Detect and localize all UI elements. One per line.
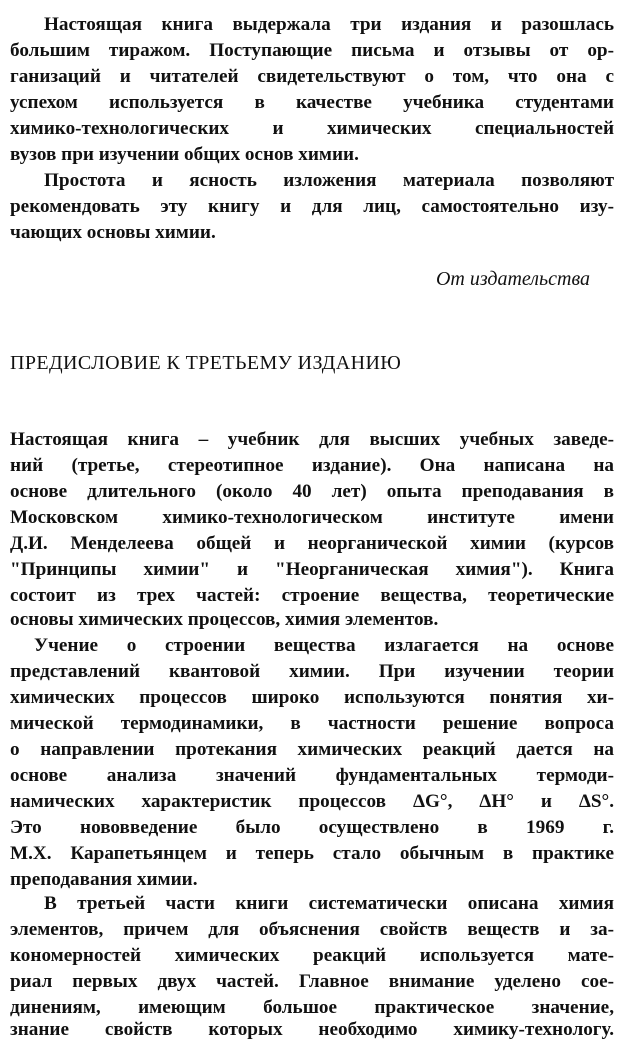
intro-line: ганизаций и читателей свидетельствуют о том, что она с: [10, 66, 614, 87]
preface-line: элементов, причем для объяснения свойств веществ и за-: [10, 919, 614, 940]
preface-line: Настоящая книга – учебник для высших учебных заведе-: [10, 429, 614, 450]
preface-line: преподавания химии.: [10, 869, 198, 890]
intro-line: вузов при изучении общих основ химии.: [10, 144, 359, 165]
publisher-signature: От издательства: [435, 268, 590, 290]
preface-line: состоит из трех частей: строение вещества, теоретические: [10, 585, 614, 606]
preface-line: М.Х. Карапетьянцем и теперь стало обычным в практике: [10, 843, 614, 864]
preface-line: знание свойств которых необходимо химику-технологу.: [10, 1019, 614, 1040]
preface-line: химических процессов широко используются понятия хи-: [10, 687, 614, 708]
intro-line: рекомендовать эту книгу и для лиц, самостоятельно изу-: [10, 196, 614, 217]
preface-line: динениям, имеющим большое практическое значение,: [10, 997, 614, 1018]
preface-line: представлений квантовой химии. При изучении теории: [10, 661, 614, 682]
preface-line: Московском химико-технологическом институте имени: [10, 507, 614, 528]
preface-line: мической термодинамики, в частности решение вопроса: [10, 713, 614, 734]
intro-line: большим тиражом. Поступающие письма и отзывы от ор-: [10, 40, 614, 61]
preface-line: основы химических процессов, химия элементов.: [10, 609, 439, 630]
preface-line: ний (третье, стереотипное издание). Она написана на: [10, 455, 614, 476]
preface-line: основе анализа значений фундаментальных термоди-: [10, 765, 614, 786]
preface-line: риал первых двух частей. Главное внимание уделено сое-: [10, 971, 614, 992]
preface-line: Учение о строении вещества излагается на основе: [34, 635, 614, 656]
preface-line: "Принципы химии" и "Неорганическая химия"). Книга: [10, 559, 614, 580]
preface-line: Д.И. Менделеева общей и неорганической химии (курсов: [10, 533, 614, 554]
intro-line: Простота и ясность изложения материала позволяют: [44, 170, 614, 191]
preface-line: кономерностей химических реакций используется мате-: [10, 945, 614, 966]
preface-line: основе длительного (около 40 лет) опыта преподавания в: [10, 481, 614, 502]
intro-line: успехом используется в качестве учебника студентами: [10, 92, 614, 113]
intro-line: чающих основы химии.: [10, 222, 216, 243]
intro-line: химико-технологических и химических специальностей: [10, 118, 614, 139]
preface-line: намических характеристик процессов ΔG°, ΔH° и ΔS°.: [10, 791, 614, 812]
preface-line: о направлении протекания химических реакций дается на: [10, 739, 614, 760]
preface-line: В третьей части книги систематически описана химия: [44, 893, 614, 914]
preface-line: Это нововведение было осуществлено в 1969 г.: [10, 817, 614, 838]
section-heading: ПРЕДИСЛОВИЕ К ТРЕТЬЕМУ ИЗДАНИЮ: [10, 352, 402, 374]
intro-line: Настоящая книга выдержала три издания и разошлась: [44, 14, 614, 35]
